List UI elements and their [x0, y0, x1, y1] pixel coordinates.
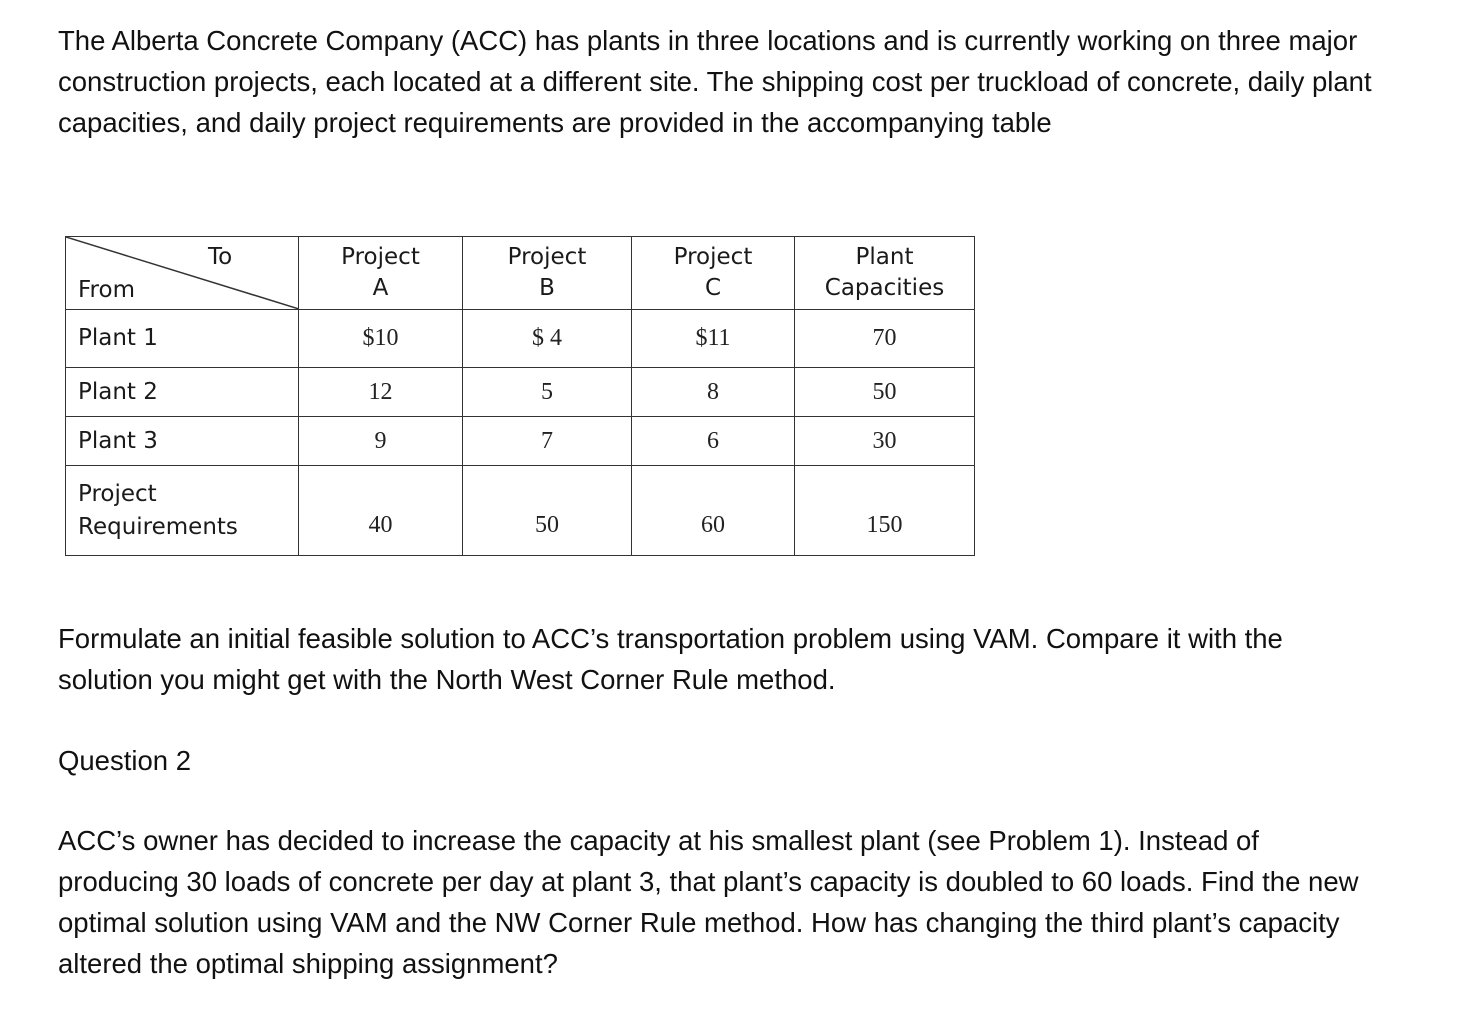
intro-paragraph: The Alberta Concrete Company (ACC) has plants in three locations and is currently working on three major construction projects, each located at a different site. The shipping cost per truckload of concrete, daily plant capacities, and daily project requirements are provided in the accompanying table [58, 25, 1372, 138]
cost-cell: 7 [463, 417, 632, 466]
table-row-plant-1 [66, 310, 975, 368]
cost-cell: 9 [299, 417, 463, 466]
cost-cell: 12 [299, 368, 463, 417]
corner-cell [66, 237, 299, 310]
header-line1: Project [507, 244, 587, 270]
header-line1: Project [341, 244, 420, 270]
question2-heading: Question 2 [58, 745, 192, 776]
header-project-c [632, 237, 795, 310]
header-plant-capacities [795, 237, 975, 310]
corner-from-label: From [78, 277, 135, 303]
total-cell: 150 [795, 466, 975, 556]
cost-cell: 8 [632, 368, 795, 417]
cost-cell: $11 [632, 310, 795, 368]
shipping-cost-table [65, 236, 975, 556]
cost-cell: $10 [299, 310, 463, 368]
capacity-cell: 70 [795, 310, 975, 368]
table-header-row [66, 237, 975, 310]
row-label: Plant 1 [66, 310, 299, 368]
header-project-a [299, 237, 463, 310]
cost-cell: 5 [463, 368, 632, 417]
capacity-cell: 30 [795, 417, 975, 466]
row-label: Plant 2 [66, 368, 299, 417]
header-line2: A [372, 275, 389, 301]
row-label: Plant 3 [66, 417, 299, 466]
requirements-label-line1: Project [78, 480, 157, 507]
requirement-cell: 50 [463, 466, 632, 556]
cost-cell: $ 4 [463, 310, 632, 368]
header-line2: B [539, 275, 555, 301]
header-line1: Plant [855, 244, 914, 270]
header-line1: Project [673, 244, 753, 270]
cost-cell: 6 [632, 417, 795, 466]
header-line2: Capacities [824, 275, 945, 301]
header-project-b [463, 237, 632, 310]
requirements-label [66, 466, 299, 556]
requirement-cell: 40 [299, 466, 463, 556]
table-row-plant-2 [66, 368, 975, 417]
question2-paragraph: ACC’s owner has decided to increase the capacity at his smallest plant (see Problem 1). Instead of producing 30 loads of concrete per day at plant 3, that plant’s capacity is doubled to 60 loads. Find the new optimal solution using VAM and the NW Corner Rule method. How has changing the third plant’s capacity altered the optimal shipping assignment? [58, 825, 1359, 979]
header-line2: C [704, 275, 722, 301]
capacity-cell: 50 [795, 368, 975, 417]
question1-paragraph: Formulate an initial feasible solution to ACC’s transportation problem using VAM. Compare it with the solution you might get with the North West Corner Rule method. [58, 623, 1283, 695]
table-row-plant-3 [66, 417, 975, 466]
requirements-label-line2: Requirements [78, 513, 238, 540]
corner-to-label: To [208, 244, 233, 270]
requirement-cell: 60 [632, 466, 795, 556]
table-row-requirements [66, 466, 975, 556]
